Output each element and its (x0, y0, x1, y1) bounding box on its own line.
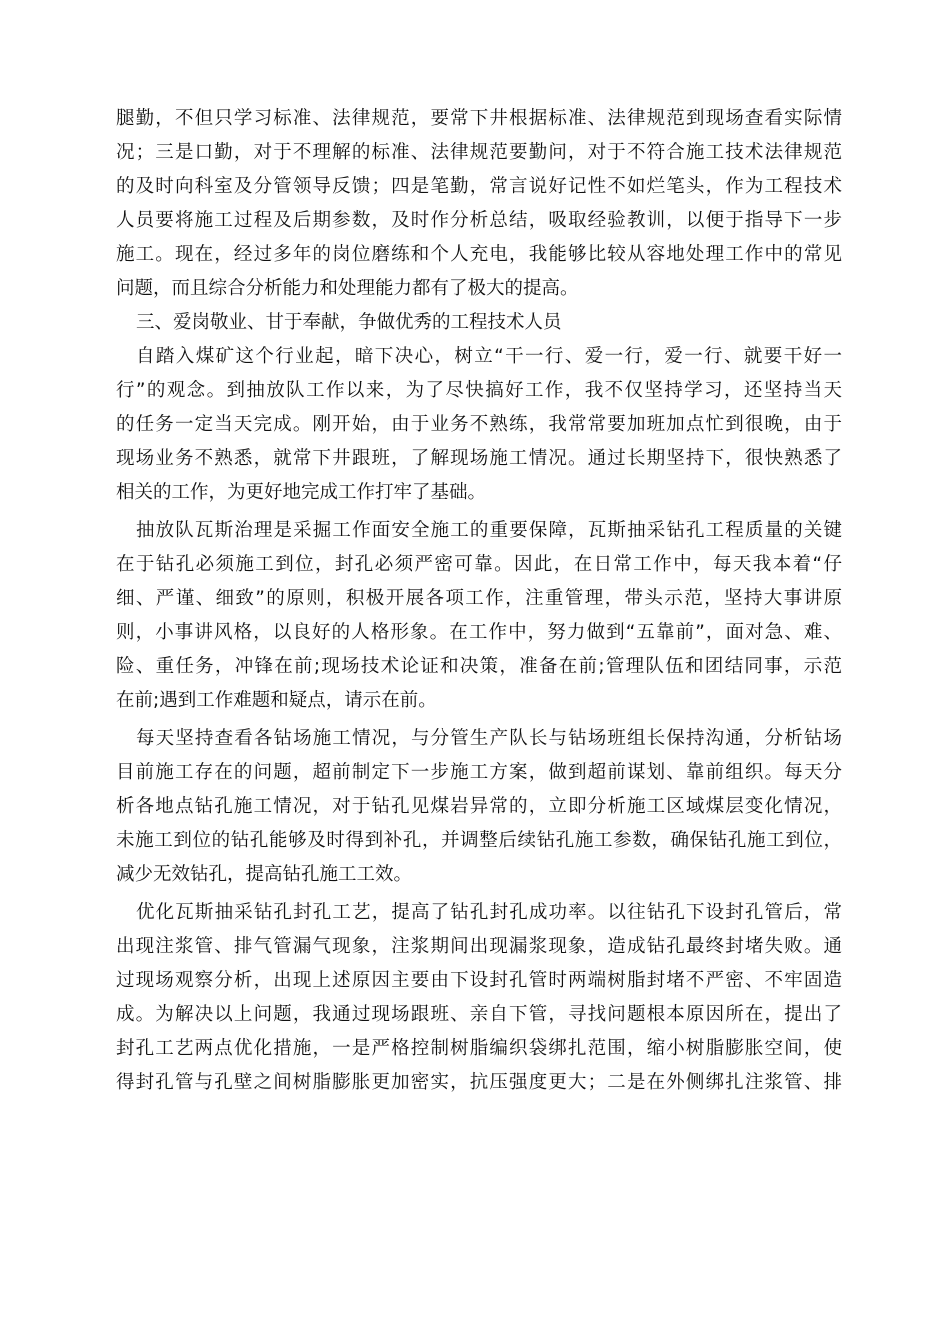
text-line: 现场业务不熟悉，就常下井跟班，了解现场施工情况。通过长期坚持下，很快熟悉了 (116, 448, 842, 469)
text-line: 每天坚持查看各钻场施工情况，与分管生产队长与钻场班组长保持沟通，分析钻场 (136, 728, 842, 749)
text-line: 出现注浆管、排气管漏气现象，注浆期间出现漏浆现象，造成钻孔最终封堵失败。通 (116, 936, 842, 957)
text-line: 的任务一定当天完成。刚开始，由于业务不熟练，我常常要加班加点忙到很晚，由于 (116, 414, 842, 435)
text-line: 相关的工作，为更好地完成工作打牢了基础。 (116, 482, 487, 503)
text-line: 的及时向科室及分管领导反馈；四是笔勤，常言说好记性不如烂笔头，作为工程技术 (116, 176, 842, 197)
text-line: 目前施工存在的问题，超前制定下一步施工方案，做到超前谋划、靠前组织。每天分 (116, 762, 842, 783)
document-body (116, 102, 842, 1100)
text-line: 未施工到位的钻孔能够及时得到补孔，并调整后续钻孔施工参数，确保钻孔施工到位， (116, 830, 842, 851)
text-line: 细、严谨、细致”的原则，积极开展各项工作，注重管理，带头示范，坚持大事讲原 (116, 588, 842, 609)
text-line: 行”的观念。到抽放队工作以来，为了尽快搞好工作，我不仅坚持学习，还坚持当天 (116, 380, 842, 401)
text-line: 腿勤，不但只学习标准、法律规范，要常下井根据标准、法律规范到现场查看实际情 (116, 108, 842, 129)
text-line: 险、重任务，冲锋在前;现场技术论证和决策，准备在前;管理队伍和团结同事，示范 (116, 656, 842, 677)
text-line: 在前;遇到工作难题和疑点，请示在前。 (116, 690, 437, 711)
text-line: 封孔工艺两点优化措施，一是严格控制树脂编织袋绑扎范围，缩小树脂膨胀空间，使 (116, 1038, 842, 1059)
text-line: 在于钻孔必须施工到位，封孔必须严密可靠。因此，在日常工作中，每天我本着“仔 (116, 554, 842, 575)
text-line: 得封孔管与孔壁之间树脂膨胀更加密实，抗压强度更大；二是在外侧绑扎注浆管、排 (116, 1072, 842, 1093)
text-line: 过现场观察分析，出现上述原因主要由下设封孔管时两端树脂封堵不严密、不牢固造 (116, 970, 842, 991)
text-line: 优化瓦斯抽采钻孔封孔工艺，提高了钻孔封孔成功率。以往钻孔下设封孔管后，常 (136, 902, 842, 923)
text-line: 减少无效钻孔，提高钻孔施工工效。 (116, 864, 413, 885)
section-heading: 三、爱岗敬业、甘于奉献，争做优秀的工程技术人员 (136, 312, 562, 333)
text-line: 则，小事讲风格，以良好的人格形象。在工作中，努力做到“五靠前”，面对急、难、 (116, 622, 842, 643)
text-line: 问题，而且综合分析能力和处理能力都有了极大的提高。 (116, 278, 579, 299)
text-line: 况；三是口勤，对于不理解的标准、法律规范要勤问，对于不符合施工技术法律规范 (116, 142, 842, 163)
text-line: 人员要将施工过程及后期参数，及时作分析总结，吸取经验教训，以便于指导下一步 (116, 210, 842, 231)
text-line: 析各地点钻孔施工情况，对于钻孔见煤岩异常的，立即分析施工区域煤层变化情况， (116, 796, 842, 817)
text-line: 施工。现在，经过多年的岗位磨练和个人充电，我能够比较从容地处理工作中的常见 (116, 244, 842, 265)
text-line: 自踏入煤矿这个行业起，暗下决心，树立“干一行、爱一行，爱一行、就要干好一 (136, 346, 842, 367)
text-line: 成。为解决以上问题，我通过现场跟班、亲自下管，寻找问题根本原因所在，提出了 (116, 1004, 842, 1025)
text-line: 抽放队瓦斯治理是采掘工作面安全施工的重要保障，瓦斯抽采钻孔工程质量的关键 (136, 520, 842, 541)
